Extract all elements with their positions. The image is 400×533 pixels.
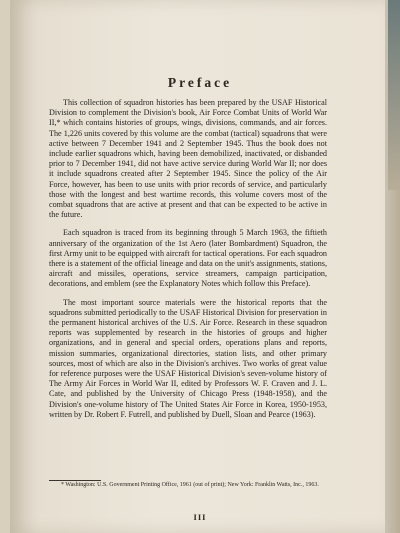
paragraph-3: The most important source materials were the historical reports that the squadrons submitted periodically to the USAF Historical Division for preservation in the permanent historical archives of the U.S. Air Force. Research in these squadron reports was supplemented by research in the histories of groups and higher organizations, and in general and special orders, operations plans and reports, mission summaries, organizational directories, station lists, and other primary sources, most of which are also in the Division's archives. Two works of great value for reference purposes were the USAF Historical Division's seven-volume history of The Army Air Forces in World War II, edited by Professors W. F. Craven and J. L. Cate, and published by the University of Chicago Press (1948-1958), and the Division's one-volume history of The United States Air Force in Korea, 1950-1953, written by Dr. Robert F. Futrell, and published by Duell, Sloan and Pearce (1963). [49,297,327,419]
preface-body [49,98,327,420]
page-title: Preface [167,75,233,90]
background-corner [388,0,400,190]
footnote-rule [49,480,101,481]
paragraph-1: This collection of squadron histories has been prepared by the USAF Historical Division to complement the Division's book, Air Force Combat Units of World War II,* which contains histories of groups, wings, divisions, commands, and air forces. The 1,226 units covered by this volume are the combat (tactical) squadrons that were active between 7 December 1941 and 2 September 1945. Thus the book does not include earlier squadrons which, having been demobilized, inactivated, or disbanded prior to 7 December 1941, did not have active service during World War II; nor does it include squadrons created after 2 September 1945. Since the policy of the Air Force, however, has been to use units with prior records of service, and particularly those with the longest and best wartime records, this volume covers most of the combat squadrons that are active at present and that can be expected to be active in the future. [49,98,327,220]
page-number: III [193,512,207,522]
footnote: * Washington: U.S. Government Printing Office, 1961 (out of print); New York: Franklin Watts, Inc., 1963. [61,482,319,488]
paragraph-2: Each squadron is traced from its beginning through 5 March 1963, the fiftieth anniversary of the organization of the 1st Aero (later Bombardment) Squadron, the first Army unit to be equipped with aircraft for tactical operations. For each squadron there is a statement of the official lineage and data on the unit's assignments, stations, aircraft and missiles, operations, service streamers, campaign participation, decorations, and emblem (see the Explanatory Notes which follow this Preface). [49,228,327,289]
